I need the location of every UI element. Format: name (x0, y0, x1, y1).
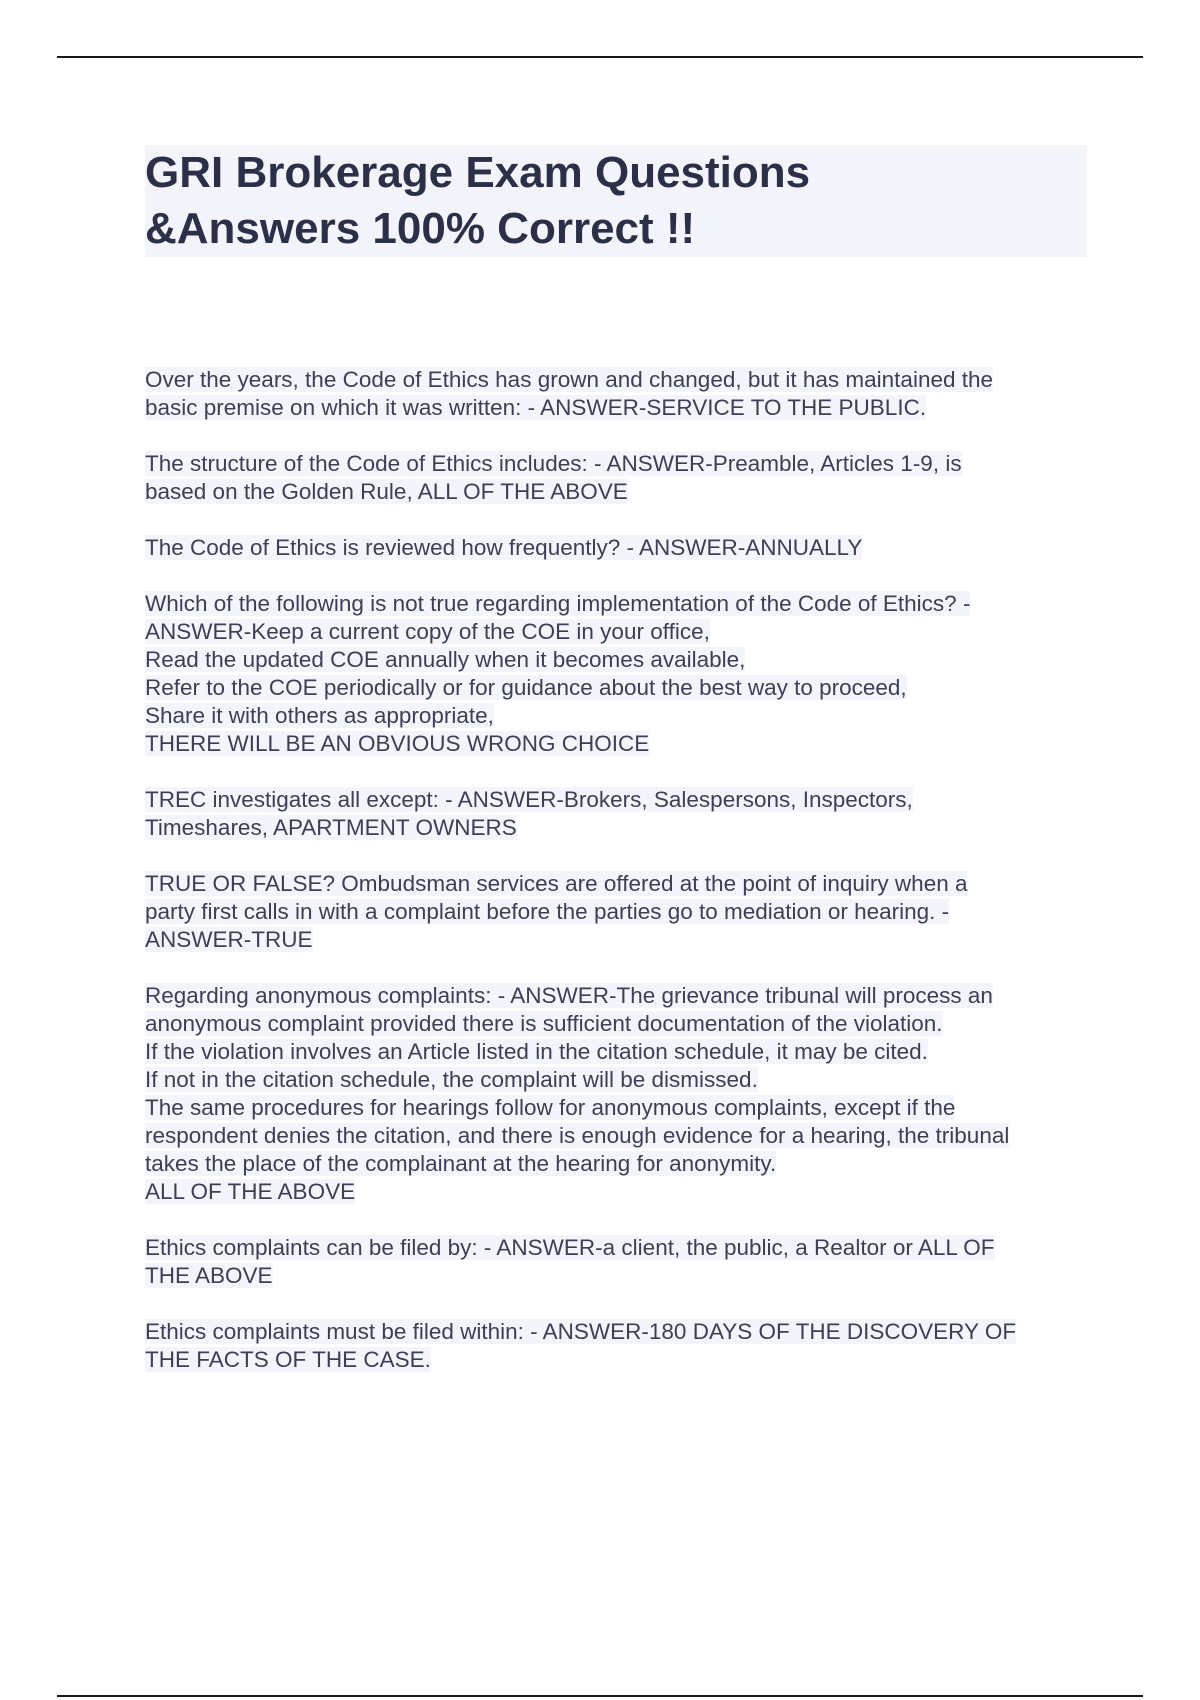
qa-text: TREC investigates all except: - ANSWER-Brokers, Salespersons, Inspectors, Timeshares, APARTMENT OWNERS (145, 787, 913, 840)
qa-text: TRUE OR FALSE? Ombudsman services are offered at the point of inquiry when a party first calls in with a complaint before the parties go to mediation or hearing. - ANSWER-TRUE (145, 871, 968, 952)
qa-text: Ethics complaints can be filed by: - ANSWER-a client, the public, a Realtor or ALL OF THE ABOVE (145, 1235, 995, 1288)
title-block (145, 145, 1087, 257)
qa-text: Over the years, the Code of Ethics has grown and changed, but it has maintained the basic premise on which it was written: - ANSWER-SERVICE TO THE PUBLIC. (145, 367, 994, 420)
qa-item (145, 786, 1105, 842)
qa-text: The Code of Ethics is reviewed how frequently? - ANSWER-ANNUALLY (145, 535, 863, 560)
top-divider (57, 56, 1143, 58)
qa-text: The structure of the Code of Ethics includes: - ANSWER-Preamble, Articles 1-9, is based on the Golden Rule, ALL OF THE ABOVE (145, 451, 962, 504)
qa-item (145, 1234, 1105, 1290)
qa-item (145, 590, 1105, 758)
bottom-divider (57, 1695, 1143, 1697)
qa-item (145, 870, 1105, 954)
qa-text: Regarding anonymous complaints: - ANSWER-The grievance tribunal will process an anonymous complaint provided there is sufficient documentation of the violation. If the violation involves an Article listed in the citation schedule, it may be cited. If not in the citation schedule, the complaint will be dismissed. The same procedures for hearings follow for anonymous complaints, except if the respondent denies the citation, and there is enough evidence for a hearing, the tribunal takes the place of the complainant at the hearing for anonymity. ALL OF THE ABOVE (145, 983, 1010, 1204)
qa-item (145, 534, 1105, 562)
qa-text: Which of the following is not true regarding implementation of the Code of Ethics? - ANSWER-Keep a current copy of the COE in your office, Read the updated COE annually when it becomes available, Refer to the COE periodically or for guidance about the best way to proceed, Share it with others as appropriate, THERE WILL BE AN OBVIOUS WRONG CHOICE (145, 591, 971, 756)
qa-item (145, 1318, 1105, 1374)
qa-item (145, 366, 1105, 422)
qa-text: Ethics complaints must be filed within: - ANSWER-180 DAYS OF THE DISCOVERY OF THE FACTS OF THE CASE. (145, 1319, 1017, 1372)
document-title: GRI Brokerage Exam Questions &Answers 100% Correct !! (145, 148, 811, 253)
qa-item (145, 982, 1105, 1206)
qa-item (145, 450, 1105, 506)
qa-list (145, 366, 1105, 1402)
